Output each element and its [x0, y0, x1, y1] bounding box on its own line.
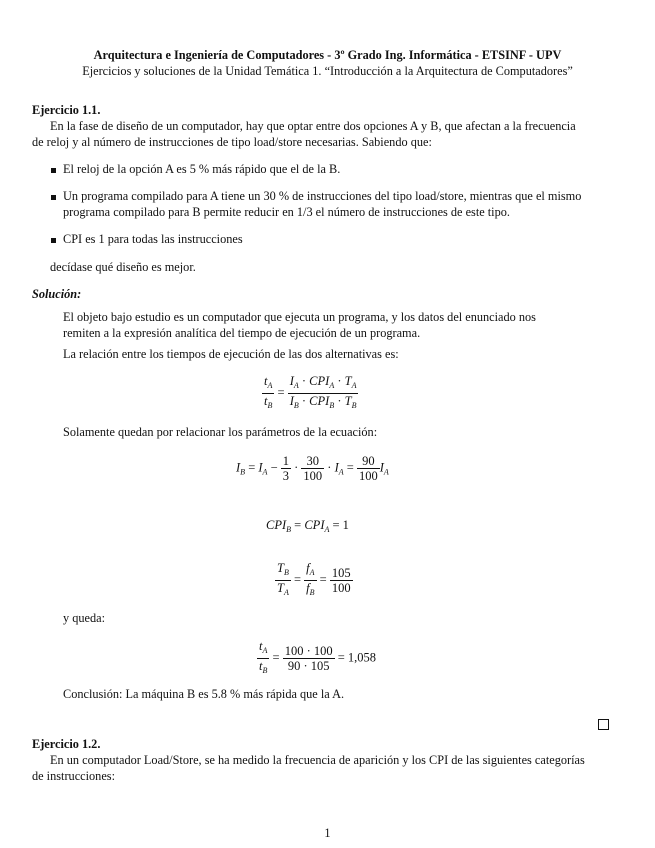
solution-conclusion: Conclusión: La máquina B es 5.8 % más rápida que la A.	[63, 687, 345, 701]
equation-final-ratio: $\frac{t_A}{t_B}$ = $\frac{100 \cdot 100}{90 \cdot 105}$ = 1,058	[259, 639, 377, 675]
exercise-1-2-text-line-2: de instrucciones:	[32, 769, 115, 783]
solution-heading: Solución:	[32, 287, 82, 301]
page-number: 1	[324, 826, 331, 840]
solution-text-relation: La relación entre los tiempos de ejecución de las dos alternativas es:	[63, 347, 399, 361]
document-subtitle: Ejercicios y soluciones de la Unidad Temática 1. “Introducción a la Arquitectura de Computadores”	[82, 64, 573, 78]
bullet-marker	[51, 168, 56, 173]
exercise-1-2-heading: Ejercicio 1.2.	[32, 737, 101, 751]
bullet-2-line-2: programa compilado para B permite reducir en 1/3 el número de instrucciones de este tipo.	[63, 205, 510, 219]
exercise-1-2-text-line-1: En un computador Load/Store, se ha medido la frecuencia de aparición y los CPI de las siguientes categorías	[50, 753, 585, 767]
solution-text-line-1: El objeto bajo estudio es un computador que ejecuta un programa, y los datos del enunciado nos	[63, 310, 536, 324]
qed-square-icon	[598, 719, 609, 730]
solution-text-result-intro: y queda:	[63, 611, 106, 625]
equation-clock-ratio: $\frac{T_B}{T_A}$ = $\frac{f_A}{f_B}$ = $\frac{105}{100}$	[277, 561, 351, 597]
bullet-2-line-1: Un programa compilado para A tiene un 30 % de instrucciones del tipo load/store, mientras que el mismo	[63, 189, 582, 203]
bullet-3: CPI es 1 para todas las instrucciones	[63, 232, 243, 246]
exercise-1-1-text-line-2: de reloj y al número de instrucciones de tipo load/store necesarias. Sabiendo que:	[32, 135, 432, 149]
equation-time-ratio: $\frac{t_A}{t_B}$ = $\frac{I_A \cdot CPI_A \cdot T_A}{I_B \cdot CPI_B \cdot T_B}$	[264, 374, 357, 410]
equation-cpi: $CPI_B = CPI_A = 1$	[266, 518, 349, 534]
exercise-1-1-closing: decídase qué diseño es mejor.	[50, 260, 196, 274]
exercise-1-1-heading: Ejercicio 1.1.	[32, 103, 101, 117]
bullet-marker	[51, 238, 56, 243]
bullet-marker	[51, 195, 56, 200]
exercise-1-1-text-line-1: En la fase de diseño de un computador, hay que optar entre dos opciones A y B, que afectan a la frecuencia	[50, 119, 576, 133]
solution-text-line-2: remiten a la expresión analítica del tiempo de ejecución de un programa.	[63, 326, 421, 340]
bullet-1: El reloj de la opción A es 5 % más rápido que el de la B.	[63, 162, 341, 176]
equation-instruction-count: $I_B = I_A$ − $\frac{1}{3}$ · $\frac{30}{100}$ · $I_A$ = $\frac{90}{100}$ $I_A$	[236, 454, 389, 483]
solution-text-parameters: Solamente quedan por relacionar los parámetros de la ecuación:	[63, 425, 378, 439]
document-title: Arquitectura e Ingeniería de Computadores - 3º Grado Ing. Informática - ETSINF - UPV	[93, 48, 562, 62]
